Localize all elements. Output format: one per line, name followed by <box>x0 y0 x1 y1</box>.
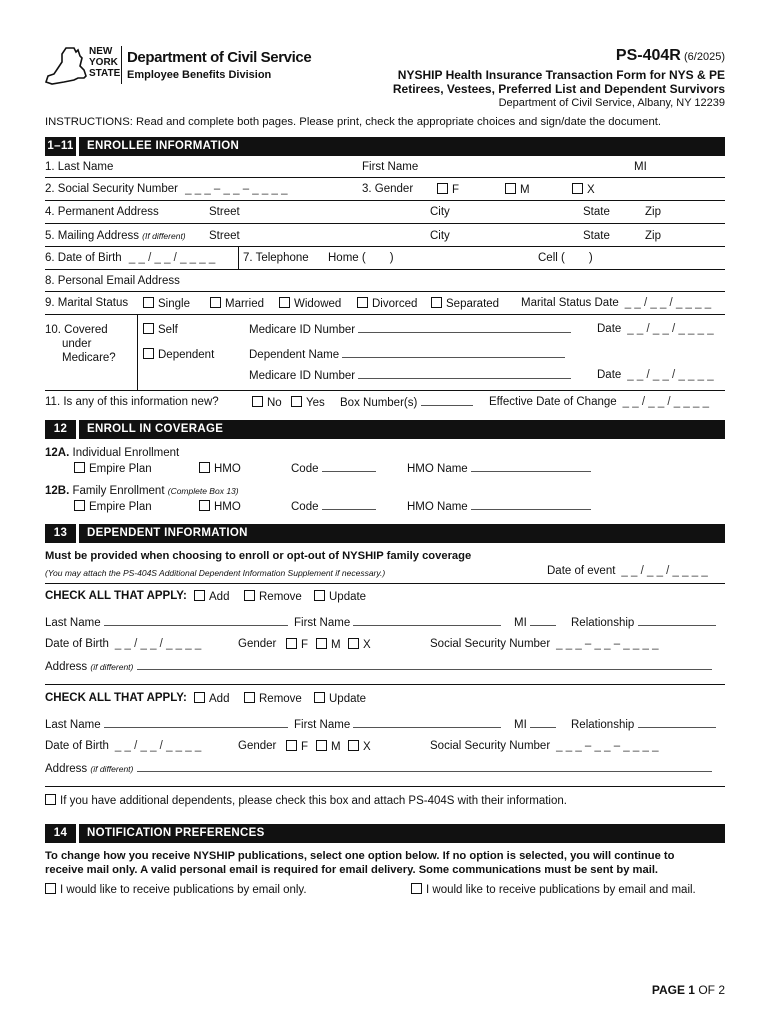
dep2-last-name-field[interactable]: Last Name <box>45 718 288 731</box>
section-number: 14 <box>45 824 79 843</box>
section-title: NOTIFICATION PREFERENCES <box>87 827 265 839</box>
last-name-label: 1. Last Name <box>45 161 114 173</box>
individual-hmo-checkbox[interactable]: HMO <box>199 462 241 475</box>
ssn-format: _ _ _ – _ _ – _ _ _ _ <box>185 183 288 195</box>
dep2-gender-f-checkbox[interactable]: F <box>286 740 308 753</box>
section-number: 13 <box>45 524 79 543</box>
logo-divider <box>121 46 122 84</box>
marital-status-date-field[interactable]: Marital Status Date _ _ / _ _ / _ _ _ _ <box>521 297 712 309</box>
section-notification-header <box>45 824 725 843</box>
dep2-check-all: CHECK ALL THAT APPLY: <box>45 692 187 704</box>
attach-supplement-note: (You may attach the PS-404S Additional Dependent Information Supplement if necessary.) <box>45 568 386 578</box>
dep2-gender-label: Gender <box>238 740 277 752</box>
married-checkbox[interactable]: Married <box>210 297 264 310</box>
logo-new: NEW <box>89 46 113 57</box>
section-enroll-coverage-header <box>45 420 725 439</box>
telephone-label: 7. Telephone <box>243 252 309 264</box>
dependent-medicare-id-field[interactable]: Medicare ID Number <box>249 369 571 382</box>
mailing-address-label: 5. Mailing Address (If different) <box>45 230 186 242</box>
dep2-update-checkbox[interactable]: Update <box>314 692 366 705</box>
separated-checkbox[interactable]: Separated <box>431 297 499 310</box>
family-enrollment-label: 12B. Family Enrollment (Complete Box 13) <box>45 485 239 497</box>
dependent-name-field[interactable]: Dependent Name <box>249 348 565 361</box>
widowed-checkbox[interactable]: Widowed <box>279 297 341 310</box>
email-label: 8. Personal Email Address <box>45 275 180 287</box>
medicare-self-checkbox[interactable]: Self <box>143 323 178 336</box>
dep2-gender-m-checkbox[interactable]: M <box>316 740 341 753</box>
mail-street-label: Street <box>209 230 240 242</box>
family-code-field[interactable]: Code <box>291 500 376 513</box>
instructions: INSTRUCTIONS: Read and complete both pages. Please print, check the appropriate choices and sign/date the document. <box>45 116 662 128</box>
perm-city-label: City <box>430 206 450 218</box>
notification-text-line2: receive mail only. A valid personal email is required for email delivery. Some communications must be sent by mail. <box>45 864 659 876</box>
ssn-field[interactable] <box>45 183 287 195</box>
logo-state: STATE <box>89 68 121 79</box>
dep1-dob-field[interactable]: Date of Birth _ _ / _ _ / _ _ _ _ <box>45 638 202 650</box>
new-york-state-map-icon <box>44 46 88 90</box>
notification-text-line1: To change how you receive NYSHIP publications, select one option below. If no option is selected, you will continue to <box>45 850 675 862</box>
dep1-last-name-field[interactable]: Last Name <box>45 616 288 629</box>
dep2-address-field[interactable]: Address (if different) <box>45 762 712 775</box>
form-title-line2: Retirees, Vestees, Preferred List and Dependent Survivors <box>392 82 725 96</box>
logo-york: YORK <box>89 57 118 68</box>
department-name: Department of Civil Service <box>127 49 312 66</box>
section-dependent-header <box>45 524 725 543</box>
mi-label: MI <box>634 161 647 173</box>
mail-zip-label: Zip <box>645 230 661 242</box>
perm-zip-label: Zip <box>645 206 661 218</box>
new-info-yes-checkbox[interactable]: Yes <box>291 396 325 409</box>
additional-dependents-checkbox[interactable]: If you have additional dependents, please check this box and attach PS-404S with their information. <box>45 794 567 807</box>
family-empire-checkbox[interactable]: Empire Plan <box>74 500 152 513</box>
dep1-gender-x-checkbox[interactable]: X <box>348 638 371 651</box>
dep2-first-name-field[interactable]: First Name <box>294 718 501 731</box>
section-title: DEPENDENT INFORMATION <box>87 527 248 539</box>
dep1-remove-checkbox[interactable]: Remove <box>244 590 302 603</box>
email-and-mail-checkbox[interactable]: I would like to receive publications by email and mail. <box>411 883 696 896</box>
self-medicare-date-field[interactable]: Date _ _ / _ _ / _ _ _ _ <box>597 323 714 335</box>
dep1-relationship-field[interactable]: Relationship <box>571 616 716 629</box>
dep2-remove-checkbox[interactable]: Remove <box>244 692 302 705</box>
perm-state-label: State <box>583 206 610 218</box>
dep1-ssn-field[interactable]: Social Security Number _ _ _ – _ _ – _ _ _ _ <box>430 638 659 650</box>
date-of-event-field[interactable]: Date of event _ _ / _ _ / _ _ _ _ <box>547 565 708 577</box>
family-hmo-checkbox[interactable]: HMO <box>199 500 241 513</box>
gender-x-checkbox[interactable]: X <box>572 183 595 196</box>
first-name-label: First Name <box>362 161 419 173</box>
dep1-check-all: CHECK ALL THAT APPLY: <box>45 590 187 602</box>
section-number: 12 <box>45 420 79 439</box>
family-hmo-name-field[interactable]: HMO Name <box>407 500 591 513</box>
form-number: PS-404R (6/2025) <box>615 47 725 64</box>
medicare-dependent-checkbox[interactable]: Dependent <box>143 348 214 361</box>
covered-medicare-label: 10. Covered under Medicare? <box>45 324 116 364</box>
dob-label: 6. Date of Birth <box>45 252 122 264</box>
mail-city-label: City <box>430 230 450 242</box>
new-info-label: 11. Is any of this information new? <box>45 396 219 408</box>
box-numbers-field[interactable]: Box Number(s) <box>340 396 473 409</box>
dep1-gender-m-checkbox[interactable]: M <box>316 638 341 651</box>
dep2-add-checkbox[interactable]: Add <box>194 692 229 705</box>
divorced-checkbox[interactable]: Divorced <box>357 297 417 310</box>
dep1-add-checkbox[interactable]: Add <box>194 590 229 603</box>
gender-m-checkbox[interactable]: M <box>505 183 530 196</box>
dep2-gender-x-checkbox[interactable]: X <box>348 740 371 753</box>
marital-status-label: 9. Marital Status <box>45 297 129 309</box>
dep1-gender-f-checkbox[interactable]: F <box>286 638 308 651</box>
single-checkbox[interactable]: Single <box>143 297 190 310</box>
section-title: ENROLL IN COVERAGE <box>87 423 224 435</box>
dep2-mi-field[interactable]: MI <box>514 718 556 731</box>
section-number: 1–11 <box>45 137 79 156</box>
email-only-checkbox[interactable]: I would like to receive publications by email only. <box>45 883 307 896</box>
section-title: ENROLLEE INFORMATION <box>87 140 240 152</box>
gender-label: 3. Gender <box>362 183 414 195</box>
dep2-ssn-field[interactable]: Social Security Number _ _ _ – _ _ – _ _ _ _ <box>430 740 659 752</box>
dep1-gender-label: Gender <box>238 638 277 650</box>
dependent-must-note: Must be provided when choosing to enroll or opt-out of NYSHIP family coverage <box>45 550 472 562</box>
page-number: PAGE 1 OF 2 <box>651 983 725 997</box>
ssn-label: 2. Social Security Number <box>45 183 178 195</box>
individual-code-field[interactable]: Code <box>291 462 376 475</box>
effective-date-field[interactable]: Effective Date of Change _ _ / _ _ / _ _ _ _ <box>489 396 709 408</box>
self-medicare-id-field[interactable]: Medicare ID Number <box>249 323 571 336</box>
mail-state-label: State <box>583 230 610 242</box>
permanent-address-label: 4. Permanent Address <box>45 206 159 218</box>
individual-empire-checkbox[interactable]: Empire Plan <box>74 462 152 475</box>
dep1-mi-field[interactable]: MI <box>514 616 556 629</box>
division-name: Employee Benefits Division <box>127 69 272 81</box>
form-title-line1: NYSHIP Health Insurance Transaction Form for NYS & PE <box>397 68 725 82</box>
new-info-no-checkbox[interactable]: No <box>252 396 282 409</box>
department-address: Department of Civil Service, Albany, NY 12239 <box>498 97 725 109</box>
section-enrollee-header <box>45 137 725 156</box>
home-phone-field[interactable]: Home ( ) <box>328 252 394 264</box>
individual-enrollment-label: 12A. Individual Enrollment <box>45 447 180 459</box>
gender-f-checkbox[interactable]: F <box>437 183 459 196</box>
dep2-dob-field[interactable]: Date of Birth _ _ / _ _ / _ _ _ _ <box>45 740 202 752</box>
individual-hmo-name-field[interactable]: HMO Name <box>407 462 591 475</box>
dep1-first-name-field[interactable]: First Name <box>294 616 501 629</box>
dep1-address-field[interactable]: Address (if different) <box>45 660 712 673</box>
dep1-update-checkbox[interactable]: Update <box>314 590 366 603</box>
dependent-medicare-date-field[interactable]: Date _ _ / _ _ / _ _ _ _ <box>597 369 714 381</box>
perm-street-label: Street <box>209 206 240 218</box>
dep2-relationship-field[interactable]: Relationship <box>571 718 716 731</box>
dob-field[interactable]: 6. Date of Birth _ _ / _ _ / _ _ _ _ <box>45 252 216 264</box>
cell-phone-field[interactable]: Cell ( ) <box>538 252 593 264</box>
